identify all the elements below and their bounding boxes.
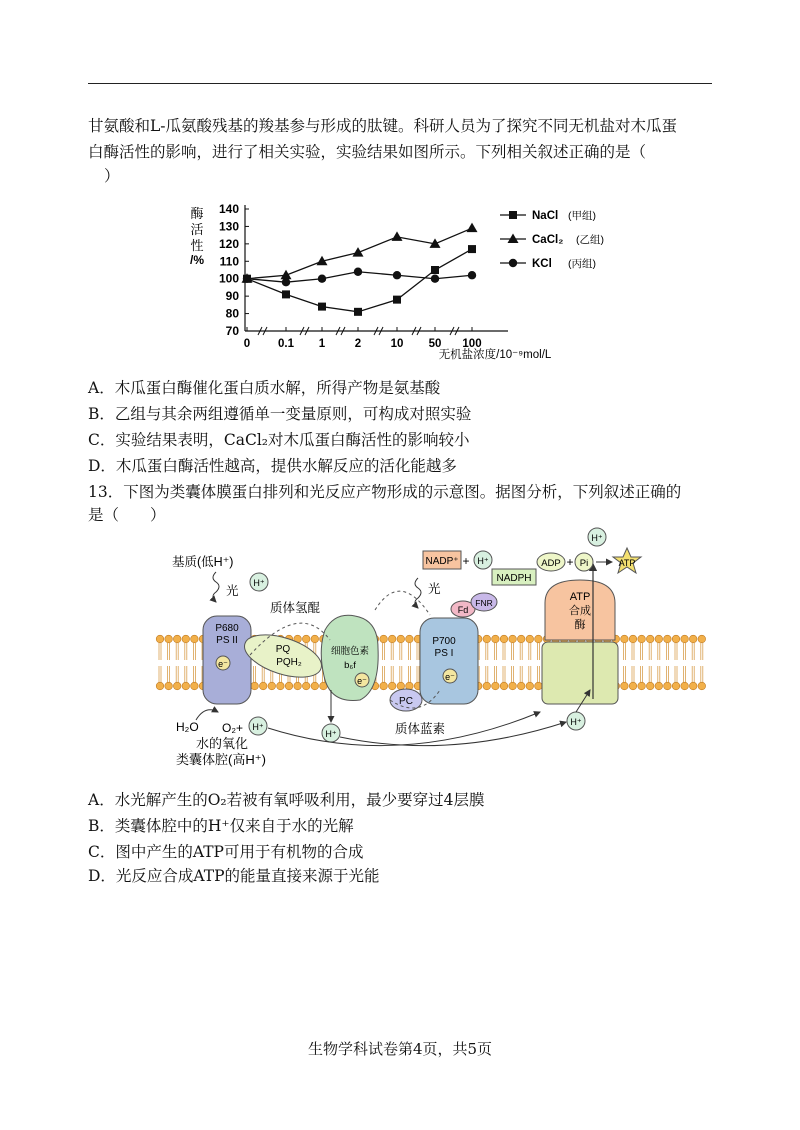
lipid-head [388, 682, 396, 690]
light-arrow [415, 578, 421, 608]
atp-label: ATP [618, 558, 636, 568]
pqh2-label: PQH₂ [276, 657, 302, 668]
lipid-head [655, 635, 663, 643]
q13-stem-line2: 是（ ） [88, 506, 166, 524]
lipid-head [380, 682, 388, 690]
cytochrome-label: 细胞色素 [330, 646, 370, 657]
x-tick-label: 1 [318, 338, 326, 350]
lipid-head [311, 635, 319, 643]
lipid-head [251, 682, 259, 690]
page-footer: 生物学科试卷第4页，共5页 [307, 1040, 493, 1058]
lipid-head [173, 682, 181, 690]
lipid-head [629, 682, 637, 690]
lipid-head [156, 682, 164, 690]
proton-label: H⁺ [477, 556, 489, 566]
q13-stem-line1: 13．下图为类囊体膜蛋白排列和光反应产物形成的示意图。据图分析，下列叙述正确的 [88, 483, 682, 501]
lipid-head [517, 635, 525, 643]
q12-stem-line1: 甘氨酸和L-瓜氨酸残基的羧基参与形成的肽键。科研人员为了探究不同无机盐对木瓜蛋 [88, 117, 678, 135]
q12-option-b: B．乙组与其余两组遵循单一变量原则，可构成对照实验 [88, 405, 472, 423]
lipid-head [517, 682, 525, 690]
atp-synthase-base [542, 642, 618, 704]
proton-label: H⁺ [325, 729, 337, 739]
q13-option-a: A．水光解产生的O₂若被有氧呼吸利用，最少要穿过4层膜 [88, 791, 485, 809]
y-tick-label: 110 [219, 254, 239, 269]
pc-label: PC [399, 696, 413, 707]
lipid-head [492, 635, 500, 643]
q12-stem-line3: ） [104, 167, 120, 185]
psi-label: P700 [432, 636, 456, 647]
q12-option-c: C．实验结果表明，CaCl₂对木瓜蛋白酶活性的影响较小 [88, 431, 470, 449]
h2o-label: H₂O [176, 720, 199, 734]
proton-label: H⁺ [252, 722, 264, 732]
stroma-label: 基质(低H⁺) [172, 555, 234, 569]
proton-label: H⁺ [253, 578, 265, 588]
x-tick-label: 50 [428, 338, 442, 350]
nadp-label: NADP⁺ [425, 556, 459, 567]
o2-label: O₂+ [222, 721, 243, 735]
plus-sign: + [566, 555, 574, 569]
lipid-head [621, 682, 629, 690]
x-tick-label: 0 [243, 338, 251, 350]
lipid-head [526, 682, 534, 690]
psii-label: P680 [215, 623, 239, 634]
cytochrome-b6f-complex [321, 615, 378, 700]
x-tick-label: 10 [390, 338, 404, 350]
y-tick-label: 140 [218, 202, 239, 216]
synthase-label: 酶 [574, 619, 586, 631]
light-arrow [213, 572, 219, 602]
lipid-head [629, 635, 637, 643]
x-axis-label: 无机盐浓度/10⁻⁹mol/L [438, 349, 552, 361]
lipid-head [500, 635, 508, 643]
psii-label: PS II [216, 635, 238, 646]
synthase-label: ATP [569, 591, 591, 603]
lipid-head [646, 682, 654, 690]
lipid-head [698, 635, 706, 643]
electron-label: e⁻ [357, 676, 367, 686]
lipid-head [535, 682, 543, 690]
psi-complex [420, 618, 478, 704]
y-label-char: /% [189, 253, 205, 267]
lipid-head [191, 635, 199, 643]
water-oxidation-label: 水的氧化 [196, 736, 249, 751]
legend-label: NaCl [532, 210, 559, 222]
lipid-head [509, 682, 517, 690]
lipid-head [483, 635, 491, 643]
lipid-head [689, 635, 697, 643]
lipid-head [681, 682, 689, 690]
pi-label: Pi [579, 558, 589, 569]
q12-option-d: D．木瓜蛋白酶活性越高，提供水解反应的活化能越多 [88, 457, 457, 475]
q13-option-c: C．图中产生的ATP可用于有机物的合成 [88, 843, 364, 861]
lipid-head [535, 635, 543, 643]
legend-group: (甲组) [568, 210, 596, 222]
lipid-head [698, 682, 706, 690]
lipid-head [664, 682, 672, 690]
fnr-label: FNR [475, 598, 493, 608]
q13-option-d: D．光反应合成ATP的能量直接来源于光能 [88, 867, 380, 885]
lipid-head [646, 635, 654, 643]
lipid-head [483, 682, 491, 690]
lipid-head [655, 682, 663, 690]
light-label: 光 [226, 584, 239, 598]
q13-option-b: B．类囊体腔中的H⁺仅来自于水的光解 [88, 817, 354, 835]
x-tick-label: 0.1 [278, 338, 294, 350]
x-tick-label: 2 [354, 338, 362, 350]
legend-label: CaCl₂ [532, 234, 564, 246]
y-tick-label: 100 [218, 271, 239, 286]
lipid-head [621, 635, 629, 643]
psi-label: PS I [434, 648, 454, 659]
lipid-head [526, 635, 534, 643]
lipid-head [277, 682, 285, 690]
lipid-head [165, 635, 173, 643]
lipid-head [182, 635, 190, 643]
lipid-head [638, 635, 646, 643]
legend-group: (乙组) [576, 234, 604, 246]
y-label-char: 酶 [190, 206, 204, 221]
synthase-label: 合成 [569, 605, 591, 617]
adp-label: ADP [541, 558, 561, 569]
q12-option-a: A．木瓜蛋白酶催化蛋白质水解，所得产物是氨基酸 [88, 379, 441, 397]
lipid-head [492, 682, 500, 690]
lipid-head [173, 635, 181, 643]
y-tick-label: 130 [218, 219, 239, 234]
lipid-head [311, 682, 319, 690]
legend-label: KCl [532, 258, 552, 270]
proton-label: H⁺ [591, 533, 603, 543]
lipid-head [681, 635, 689, 643]
lipid-head [397, 635, 405, 643]
y-tick-label: 70 [225, 324, 239, 338]
lipid-head [294, 682, 302, 690]
lipid-head [638, 682, 646, 690]
lipid-head [672, 682, 680, 690]
lumen-label: 类囊体腔(高H⁺) [176, 752, 266, 767]
electron-label: e⁻ [218, 659, 228, 669]
cytochrome-label: b₆f [344, 660, 356, 671]
lipid-head [165, 682, 173, 690]
x-tick-label: 100 [462, 338, 482, 350]
lipid-head [191, 682, 199, 690]
q12-stem-line2: 白酶活性的影响，进行了相关实验，实验结果如图所示。下列相关叙述正确的是（ [88, 143, 647, 161]
y-label-char: 性 [190, 238, 204, 253]
proton-arrow [340, 722, 566, 746]
lipid-head [406, 635, 414, 643]
pq-name: 质体氢醌 [270, 601, 321, 615]
y-tick-label: 120 [218, 236, 239, 251]
lipid-head [388, 635, 396, 643]
lipid-head [182, 682, 190, 690]
nadph-label: NADPH [496, 573, 532, 584]
plus-sign: + [462, 554, 470, 568]
lipid-head [664, 635, 672, 643]
lipid-head [689, 682, 697, 690]
lipid-head [156, 635, 164, 643]
lipid-head [285, 682, 293, 690]
y-label-char: 活 [190, 222, 204, 237]
pq-label: PQ [275, 644, 291, 655]
light-label: 光 [428, 582, 441, 596]
lipid-head [672, 635, 680, 643]
lipid-head [302, 635, 310, 643]
fd-label: Fd [457, 605, 469, 615]
pc-name: 质体蓝素 [394, 722, 446, 736]
legend-group: (丙组) [568, 258, 596, 270]
lipid-head [500, 682, 508, 690]
lipid-head [268, 682, 276, 690]
proton-label: H⁺ [570, 717, 582, 727]
y-tick-label: 90 [225, 289, 239, 304]
lipid-head [302, 682, 310, 690]
water-arrow [196, 710, 218, 720]
electron-label: e⁻ [445, 672, 455, 682]
lipid-head [259, 682, 267, 690]
y-tick-label: 80 [225, 306, 239, 321]
lipid-head [380, 635, 388, 643]
lipid-head [509, 635, 517, 643]
